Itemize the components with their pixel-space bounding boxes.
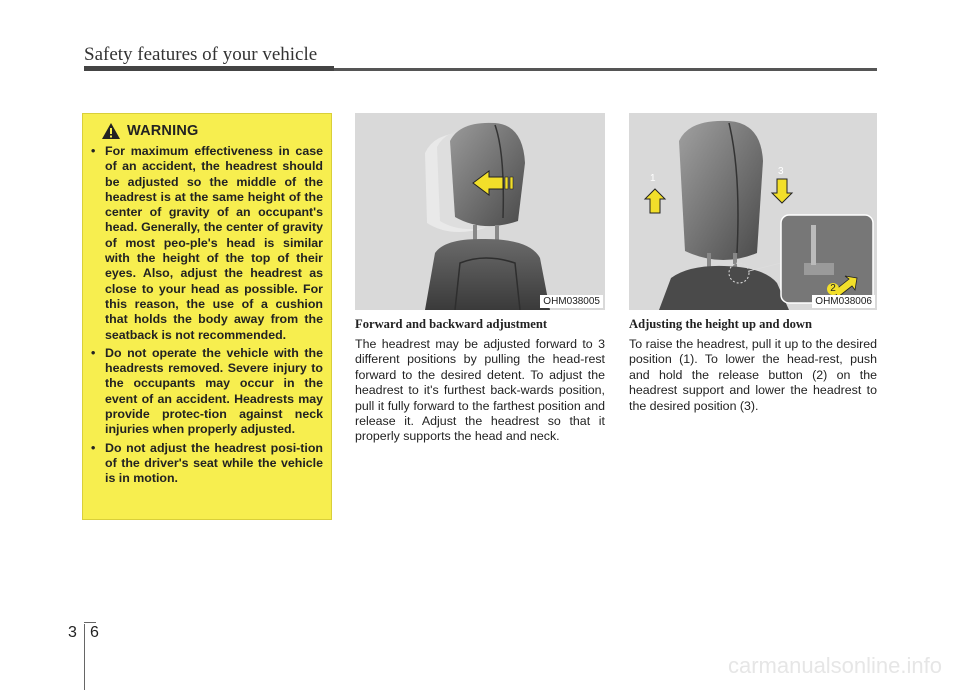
figure-code: OHM038005 — [540, 295, 603, 308]
height-body: To raise the headrest, pull it up to the desired position (1). To lower the head-rest, push and hold the release button (2) on the headrest support and lower the headrest to the desired position (3). — [629, 337, 877, 413]
callout-2: 2 — [827, 283, 839, 295]
warning-header — [101, 122, 323, 140]
forward-heading: Forward and backward adjustment — [355, 317, 548, 331]
callout-1: 1 — [650, 173, 656, 184]
warning-title: WARNING — [127, 123, 199, 139]
section-title: Safety features of your vehicle — [84, 44, 318, 65]
warning-item: • For maximum effectiveness in case of an accident, the headrest should be adjusted so the middle of the headrest is at the same height of the center of gravity of an occupant's head. Generally, the center of gravity of most peo-ple's head is similar with the height of the top of their eyes. Also, adjust the headrest as close to your head as possible. For this reason, the use of a cushion that holds the body away from the seatback is not recommended. — [91, 144, 323, 343]
warning-list — [91, 144, 323, 487]
up-arrow — [645, 189, 665, 213]
warning-item: • Do not adjust the headrest posi-tion of the driver's seat while the vehicle is in motion. — [91, 441, 323, 487]
down-arrow — [772, 179, 792, 203]
figure-code: OHM038006 — [812, 295, 875, 308]
callout-3: 3 — [778, 166, 784, 177]
warning-item: • Do not operate the vehicle with the headrests removed. Severe injury to the occupants may occur in the event of an accident. Headrests may provide protec-tion against neck injuries when properly adjusted. — [91, 346, 323, 438]
forward-adjustment-section — [355, 317, 605, 445]
height-adjustment-section — [629, 317, 877, 414]
footer-rule-vertical — [84, 624, 85, 690]
height-heading: Adjusting the height up and down — [629, 317, 813, 331]
watermark: carmanualsonline.info — [727, 653, 942, 678]
warning-triangle-icon — [101, 122, 121, 140]
headrest-height-illustration — [629, 113, 877, 310]
headrest-forward-illustration — [355, 113, 605, 310]
headrest-forward-figure — [355, 113, 605, 310]
headrest-height-figure — [629, 113, 877, 310]
title-rule — [84, 68, 877, 71]
forward-body: The headrest may be adjusted forward to 3 different positions by pulling the head-rest forward to the desired detent. To adjust the headrest to it's furthest back-wards position, pull it fully forward to the farthest position and release it. Adjust the headrest so that it properly supports the head and neck. — [355, 337, 605, 444]
footer-rule — [84, 622, 96, 623]
page-number: 6 — [90, 624, 99, 641]
chapter-number: 3 — [68, 624, 77, 641]
warning-box — [82, 113, 332, 520]
